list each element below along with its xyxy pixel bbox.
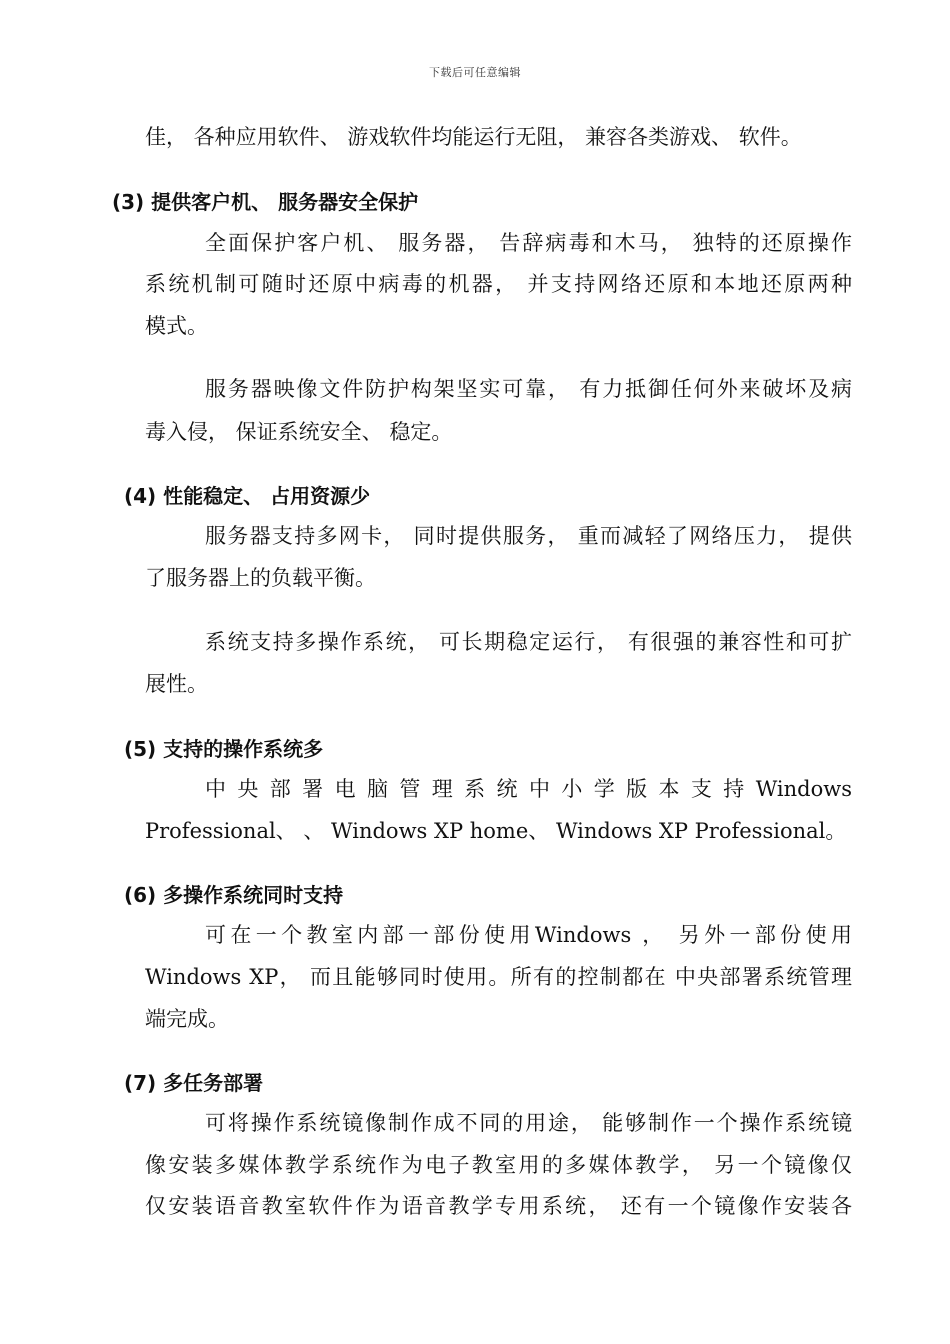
- section-4-heading: (4) 性能稳定、 占用资源少: [124, 484, 371, 508]
- section-5-p1-line-1: 中 央 部 署 电 脑 管 理 系 统 中 小 学 版 本 支 持 Windows: [205, 777, 852, 801]
- page-header: 下载后可任意编辑: [429, 66, 521, 79]
- intro-line: 佳， 各种应用软件、 游戏软件均能运行无阻， 兼容各类游戏、 软件。: [145, 125, 802, 149]
- section-3-p1-line-3: 模式。: [145, 314, 208, 338]
- section-6-p1-line-3: 端完成。: [145, 1007, 229, 1031]
- section-3-p1-line-1: 全面保护客户机、 服务器， 告辞病毒和木马， 独特的还原操作: [205, 231, 852, 255]
- section-4-p1-line-1: 服务器支持多网卡， 同时提供服务， 重而减轻了网络压力， 提供: [205, 524, 852, 548]
- section-4-p1-line-2: 了服务器上的负载平衡。: [145, 566, 376, 590]
- section-5-heading: (5) 支持的操作系统多: [124, 737, 324, 761]
- section-7-p1-line-3: 仅安装语音教室软件作为语音教学专用系统， 还有一个镜像作安装各: [145, 1194, 852, 1218]
- section-3-p1-line-2: 系统机制可随时还原中病毒的机器， 并支持网络还原和本地还原两种: [145, 272, 852, 296]
- section-7-p1-line-1: 可将操作系统镜像制作成不同的用途， 能够制作一个操作系统镜: [205, 1111, 852, 1135]
- section-6-heading: (6) 多操作系统同时支持: [124, 883, 344, 907]
- section-5-p1-line-2: Professional、 、 Windows XP home、 Windows XP Professional。: [145, 819, 847, 843]
- section-3-p2-line-2: 毒入侵， 保证系统安全、 稳定。: [145, 420, 453, 444]
- section-6-p1-line-2: Windows XP， 而且能够同时使用。所有的控制都在 中央部署系统管理: [145, 965, 852, 989]
- section-7-heading: (7) 多任务部署: [124, 1071, 264, 1095]
- section-4-p2-line-1: 系统支持多操作系统， 可长期稳定运行， 有很强的兼容性和可扩: [205, 630, 852, 654]
- section-7-p1-line-2: 像安装多媒体教学系统作为电子教室用的多媒体教学， 另一个镜像仅: [145, 1153, 852, 1177]
- section-4-p2-line-2: 展性。: [145, 672, 208, 696]
- section-3-heading: (3) 提供客户机、 服务器安全保护: [112, 190, 419, 214]
- section-3-p2-line-1: 服务器映像文件防护构架坚实可靠， 有力抵御任何外来破坏及病: [205, 377, 852, 401]
- section-6-p1-line-1: 可在一个教室内部一部份使用Windows ， 另外一部份使用: [205, 923, 852, 947]
